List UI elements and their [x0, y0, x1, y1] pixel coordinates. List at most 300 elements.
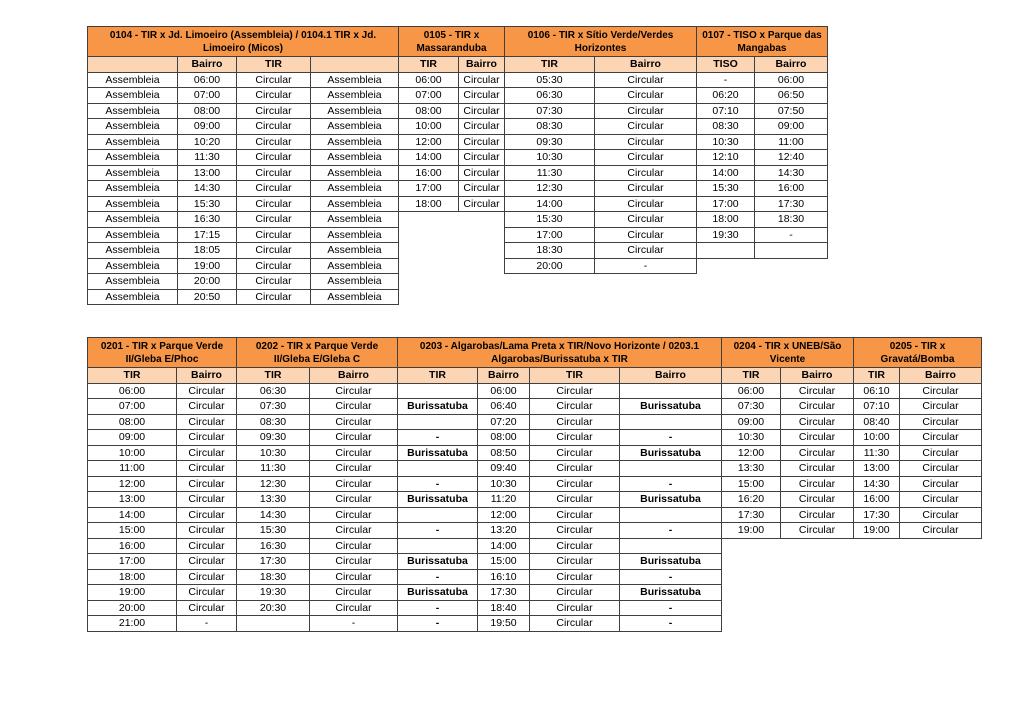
table-cell: 12:00 — [722, 445, 781, 461]
table-cell — [854, 538, 900, 554]
table-cell — [755, 243, 828, 259]
table-cell: 08:40 — [854, 414, 900, 430]
table-cell — [722, 554, 781, 570]
table-row — [88, 399, 982, 415]
table-cell: Circular — [177, 585, 237, 601]
table-cell: Circular — [310, 383, 398, 399]
table-cell — [595, 274, 697, 290]
table-cell: 10:30 — [697, 134, 755, 150]
table-cell: Circular — [177, 445, 237, 461]
table-cell: - — [398, 430, 478, 446]
table-row — [88, 289, 828, 305]
table-cell — [399, 227, 459, 243]
column-header: Bairro — [177, 368, 237, 384]
table-cell: 16:20 — [722, 492, 781, 508]
table-cell: Assembleia — [88, 103, 178, 119]
table-cell: Circular — [237, 103, 311, 119]
table-cell: 16:00 — [399, 165, 459, 181]
table-cell: Circular — [595, 227, 697, 243]
table-cell: 11:30 — [237, 461, 310, 477]
table-cell: 06:00 — [722, 383, 781, 399]
table-cell: - — [177, 616, 237, 632]
table-cell — [399, 258, 459, 274]
table-cell: Circular — [530, 399, 620, 415]
table-cell: 08:30 — [697, 119, 755, 135]
table-cell: Circular — [781, 399, 854, 415]
table-cell — [900, 554, 982, 570]
table-cell: - — [398, 616, 478, 632]
table-cell — [900, 569, 982, 585]
route-title: 0104 - TIR x Jd. Limoeiro (Assembleia) / 0104.1 TIR x Jd. Limoeiro (Micos) — [88, 27, 399, 57]
table-cell: Circular — [310, 538, 398, 554]
table-cell — [399, 212, 459, 228]
table-cell: Circular — [237, 289, 311, 305]
table-row — [88, 492, 982, 508]
table-cell: 15:00 — [88, 523, 177, 539]
table-cell: 10:30 — [237, 445, 310, 461]
column-header: TIR — [398, 368, 478, 384]
table-cell: Circular — [310, 461, 398, 477]
table-cell: 16:00 — [854, 492, 900, 508]
table-cell — [854, 600, 900, 616]
table-cell: Circular — [900, 430, 982, 446]
table-cell — [854, 616, 900, 632]
table-cell: Circular — [459, 181, 505, 197]
table-row — [88, 196, 828, 212]
table-cell — [697, 289, 755, 305]
table-cell: 14:30 — [237, 507, 310, 523]
table-cell: 12:40 — [755, 150, 828, 166]
table-cell: 10:00 — [88, 445, 177, 461]
table-cell: 06:10 — [854, 383, 900, 399]
table-cell: 17:00 — [697, 196, 755, 212]
column-header: Bairro — [478, 368, 530, 384]
table-cell: Circular — [595, 150, 697, 166]
table-cell: Circular — [177, 476, 237, 492]
table-cell: Assembleia — [311, 196, 399, 212]
table-cell — [697, 258, 755, 274]
table-cell: 15:00 — [722, 476, 781, 492]
table-cell: Assembleia — [88, 212, 178, 228]
table-cell: - — [398, 476, 478, 492]
table-cell: Circular — [177, 492, 237, 508]
table-cell: 06:00 — [178, 72, 237, 88]
table-cell: 17:30 — [854, 507, 900, 523]
table-cell: 14:00 — [478, 538, 530, 554]
table-cell: 07:20 — [478, 414, 530, 430]
table-cell — [781, 616, 854, 632]
table-cell: 13:00 — [178, 165, 237, 181]
table-row — [88, 72, 828, 88]
table-cell — [459, 227, 505, 243]
table-cell: Circular — [177, 383, 237, 399]
table-cell: 05:30 — [505, 72, 595, 88]
table-cell: 12:00 — [399, 134, 459, 150]
table-cell: Circular — [900, 399, 982, 415]
table-cell: Circular — [459, 165, 505, 181]
table-cell: 07:30 — [722, 399, 781, 415]
table-cell: Assembleia — [88, 258, 178, 274]
table-cell: 15:30 — [697, 181, 755, 197]
table-cell: Burissatuba — [398, 399, 478, 415]
table-cell: 08:00 — [478, 430, 530, 446]
table-row — [88, 88, 828, 104]
column-header: TIR — [399, 57, 459, 73]
table-cell: 17:15 — [178, 227, 237, 243]
column-header: Bairro — [178, 57, 237, 73]
table-cell: 06:30 — [237, 383, 310, 399]
table-cell: Assembleia — [88, 196, 178, 212]
table-cell — [399, 289, 459, 305]
table-cell — [697, 243, 755, 259]
column-header — [311, 57, 399, 73]
table-cell: 06:20 — [697, 88, 755, 104]
table-cell: Circular — [781, 492, 854, 508]
table-cell: Circular — [595, 243, 697, 259]
table-cell: 10:30 — [505, 150, 595, 166]
table-cell: Assembleia — [88, 274, 178, 290]
table-cell — [722, 585, 781, 601]
table-cell: Assembleia — [88, 227, 178, 243]
table-cell: 12:10 — [697, 150, 755, 166]
table-cell: Circular — [237, 212, 311, 228]
table-cell: 11:30 — [854, 445, 900, 461]
table-cell: 09:30 — [237, 430, 310, 446]
table-cell: Circular — [237, 181, 311, 197]
table-row — [88, 414, 982, 430]
table-cell: - — [620, 569, 722, 585]
table-cell: 06:00 — [755, 72, 828, 88]
table-cell: 17:30 — [478, 585, 530, 601]
table-cell: 18:05 — [178, 243, 237, 259]
table-cell: Circular — [530, 430, 620, 446]
table-cell: 08:00 — [399, 103, 459, 119]
table-cell: 14:30 — [854, 476, 900, 492]
table-cell: Assembleia — [311, 103, 399, 119]
table-cell: Circular — [781, 507, 854, 523]
table-cell: - — [310, 616, 398, 632]
table-cell: 07:50 — [755, 103, 828, 119]
table-cell: Circular — [310, 476, 398, 492]
table-cell: Assembleia — [88, 134, 178, 150]
table-cell: 19:30 — [237, 585, 310, 601]
table-cell — [398, 461, 478, 477]
table-cell: Circular — [310, 523, 398, 539]
table-cell: Circular — [177, 399, 237, 415]
table-cell: 16:00 — [88, 538, 177, 554]
table-cell — [722, 538, 781, 554]
table-row — [88, 445, 982, 461]
table-cell: 09:00 — [88, 430, 177, 446]
table-cell: 07:00 — [399, 88, 459, 104]
schedule-table-bottom — [87, 337, 982, 632]
column-header: Bairro — [755, 57, 828, 73]
table-cell: Assembleia — [88, 88, 178, 104]
table-cell: Circular — [900, 507, 982, 523]
column-header-row — [88, 368, 982, 384]
route-header-row — [88, 338, 982, 368]
table-cell: 18:00 — [399, 196, 459, 212]
table-row — [88, 585, 982, 601]
table-cell: Assembleia — [88, 181, 178, 197]
table-cell — [722, 569, 781, 585]
table-cell: - — [398, 600, 478, 616]
table-cell: - — [697, 72, 755, 88]
table-cell: Circular — [310, 569, 398, 585]
table-cell: - — [620, 523, 722, 539]
table-cell: 09:00 — [178, 119, 237, 135]
table-cell: Circular — [530, 492, 620, 508]
table-cell — [505, 289, 595, 305]
table-cell: 12:30 — [505, 181, 595, 197]
table-cell: Circular — [310, 399, 398, 415]
table-cell: - — [595, 258, 697, 274]
table-cell: Circular — [595, 119, 697, 135]
table-cell: Burissatuba — [398, 585, 478, 601]
table-cell — [854, 554, 900, 570]
table-cell: 17:30 — [237, 554, 310, 570]
table-cell: Circular — [310, 430, 398, 446]
table-row — [88, 274, 828, 290]
column-header-row — [88, 57, 828, 73]
route-title: 0203 - Algarobas/Lama Preta x TIR/Novo Horizonte / 0203.1 Algarobas/Burissatuba x TIR — [398, 338, 722, 368]
table-cell: 13:20 — [478, 523, 530, 539]
table-cell: 16:30 — [237, 538, 310, 554]
table-row — [88, 119, 828, 135]
table-cell: Circular — [781, 461, 854, 477]
table-cell: Circular — [781, 430, 854, 446]
table-cell — [398, 383, 478, 399]
table-cell — [755, 258, 828, 274]
table-row — [88, 600, 982, 616]
table-cell: Assembleia — [311, 88, 399, 104]
table-cell: 14:00 — [505, 196, 595, 212]
table-cell: Circular — [237, 258, 311, 274]
table-cell: Circular — [530, 476, 620, 492]
table-cell: 15:30 — [237, 523, 310, 539]
table-cell: 08:00 — [178, 103, 237, 119]
table-cell: Circular — [459, 88, 505, 104]
table-cell: 19:50 — [478, 616, 530, 632]
table-cell: Burissatuba — [620, 445, 722, 461]
table-cell: Circular — [310, 554, 398, 570]
table-cell: Circular — [177, 554, 237, 570]
table-cell: Assembleia — [88, 289, 178, 305]
table-row — [88, 258, 828, 274]
table-cell: Circular — [900, 414, 982, 430]
table-cell: 19:00 — [88, 585, 177, 601]
table-cell: 06:00 — [88, 383, 177, 399]
table-cell: 17:00 — [88, 554, 177, 570]
table-row — [88, 476, 982, 492]
table-cell — [697, 274, 755, 290]
table-cell — [781, 554, 854, 570]
table-cell: Burissatuba — [398, 445, 478, 461]
table-cell: Circular — [900, 461, 982, 477]
table-cell: 11:30 — [505, 165, 595, 181]
column-header: Bairro — [781, 368, 854, 384]
table-cell: Circular — [530, 600, 620, 616]
table-cell — [722, 600, 781, 616]
table-cell: 13:00 — [88, 492, 177, 508]
table-cell: Circular — [530, 554, 620, 570]
table-cell — [755, 274, 828, 290]
table-cell — [620, 383, 722, 399]
table-cell: Circular — [177, 461, 237, 477]
table-cell: - — [755, 227, 828, 243]
table-cell: Circular — [310, 445, 398, 461]
column-header: Bairro — [595, 57, 697, 73]
table-cell: 18:30 — [505, 243, 595, 259]
table-cell: Assembleia — [311, 181, 399, 197]
table-cell: Circular — [900, 523, 982, 539]
table-cell: 08:50 — [478, 445, 530, 461]
route-header-row — [88, 27, 828, 57]
column-header: TIR — [854, 368, 900, 384]
table-cell: 09:00 — [722, 414, 781, 430]
table-cell: Circular — [900, 445, 982, 461]
table-cell: Assembleia — [311, 227, 399, 243]
table-cell: Circular — [530, 445, 620, 461]
table-cell: 11:00 — [755, 134, 828, 150]
table-cell: Circular — [595, 134, 697, 150]
table-cell: Circular — [237, 88, 311, 104]
table-cell: Circular — [459, 196, 505, 212]
table-cell: 17:30 — [755, 196, 828, 212]
table-cell: Circular — [595, 103, 697, 119]
table-cell: 08:30 — [505, 119, 595, 135]
table-cell — [398, 507, 478, 523]
table-row — [88, 181, 828, 197]
table-cell: 20:00 — [505, 258, 595, 274]
table-cell — [781, 538, 854, 554]
table-cell — [781, 569, 854, 585]
table-row — [88, 430, 982, 446]
table-cell: Circular — [530, 585, 620, 601]
table-row — [88, 383, 982, 399]
table-cell: 12:00 — [88, 476, 177, 492]
table-cell: Circular — [237, 165, 311, 181]
column-header: TIR — [530, 368, 620, 384]
table-cell: 09:00 — [755, 119, 828, 135]
table-cell: Circular — [237, 72, 311, 88]
route-title: 0202 - TIR x Parque Verde II/Gleba E/Gleba C — [237, 338, 398, 368]
table-cell: 16:30 — [178, 212, 237, 228]
table-cell: Circular — [310, 507, 398, 523]
column-header: TIR — [505, 57, 595, 73]
table-cell: Assembleia — [88, 165, 178, 181]
table-cell: 14:00 — [88, 507, 177, 523]
table-cell — [900, 616, 982, 632]
table-cell: 19:00 — [178, 258, 237, 274]
table-cell: 06:30 — [505, 88, 595, 104]
table-cell: Circular — [530, 461, 620, 477]
table-cell — [459, 212, 505, 228]
schedule-table-top — [87, 26, 828, 305]
table-cell: Circular — [530, 538, 620, 554]
table-cell: 19:00 — [722, 523, 781, 539]
table-cell: - — [620, 430, 722, 446]
table-cell: 15:30 — [505, 212, 595, 228]
table-cell: Circular — [177, 600, 237, 616]
table-cell: - — [398, 523, 478, 539]
route-title: 0107 - TISO x Parque das Mangabas — [697, 27, 828, 57]
table-cell: Assembleia — [311, 134, 399, 150]
table-cell: Burissatuba — [620, 399, 722, 415]
table-row — [88, 243, 828, 259]
table-cell — [399, 243, 459, 259]
table-cell: Circular — [177, 507, 237, 523]
table-row — [88, 134, 828, 150]
table-cell — [854, 569, 900, 585]
table-cell: 10:00 — [399, 119, 459, 135]
table-cell: Circular — [237, 227, 311, 243]
table-cell: 06:40 — [478, 399, 530, 415]
table-cell — [781, 585, 854, 601]
table-cell: 18:00 — [697, 212, 755, 228]
table-cell — [900, 585, 982, 601]
table-cell: Circular — [177, 569, 237, 585]
table-cell: Circular — [530, 523, 620, 539]
column-header: TIR — [237, 368, 310, 384]
table-cell: Circular — [530, 616, 620, 632]
table-cell — [459, 243, 505, 259]
table-cell: 10:20 — [178, 134, 237, 150]
table-cell — [398, 414, 478, 430]
table-cell: Assembleia — [311, 212, 399, 228]
column-header: TISO — [697, 57, 755, 73]
table-cell — [620, 414, 722, 430]
table-cell: Assembleia — [311, 72, 399, 88]
table-cell: Circular — [237, 150, 311, 166]
table-cell: Circular — [459, 150, 505, 166]
table-cell: 13:00 — [854, 461, 900, 477]
table-cell: Burissatuba — [620, 585, 722, 601]
table-cell: Circular — [310, 414, 398, 430]
column-header: TIR — [237, 57, 311, 73]
table-cell — [620, 538, 722, 554]
table-row — [88, 461, 982, 477]
table-cell — [900, 538, 982, 554]
route-title: 0204 - TIR x UNEB/São Vicente — [722, 338, 854, 368]
table-row — [88, 523, 982, 539]
table-cell: 20:00 — [178, 274, 237, 290]
table-row — [88, 554, 982, 570]
table-cell: Circular — [595, 88, 697, 104]
table-cell: Circular — [595, 165, 697, 181]
table-cell: 07:30 — [237, 399, 310, 415]
table-cell: 08:30 — [237, 414, 310, 430]
table-cell: Circular — [177, 538, 237, 554]
table-row — [88, 538, 982, 554]
table-cell: Circular — [237, 134, 311, 150]
route-title: 0205 - TIR x Gravatá/Bomba — [854, 338, 982, 368]
table-row — [88, 103, 828, 119]
table-cell — [459, 274, 505, 290]
table-cell: 17:00 — [505, 227, 595, 243]
table-cell: Circular — [459, 134, 505, 150]
table-cell — [755, 289, 828, 305]
table-cell: 14:00 — [697, 165, 755, 181]
table-cell: Circular — [177, 523, 237, 539]
table-cell: 06:00 — [478, 383, 530, 399]
table-cell: 13:30 — [237, 492, 310, 508]
table-cell: 14:30 — [755, 165, 828, 181]
table-cell: Circular — [781, 445, 854, 461]
table-cell — [900, 600, 982, 616]
column-header: TIR — [722, 368, 781, 384]
table-cell: Circular — [237, 119, 311, 135]
